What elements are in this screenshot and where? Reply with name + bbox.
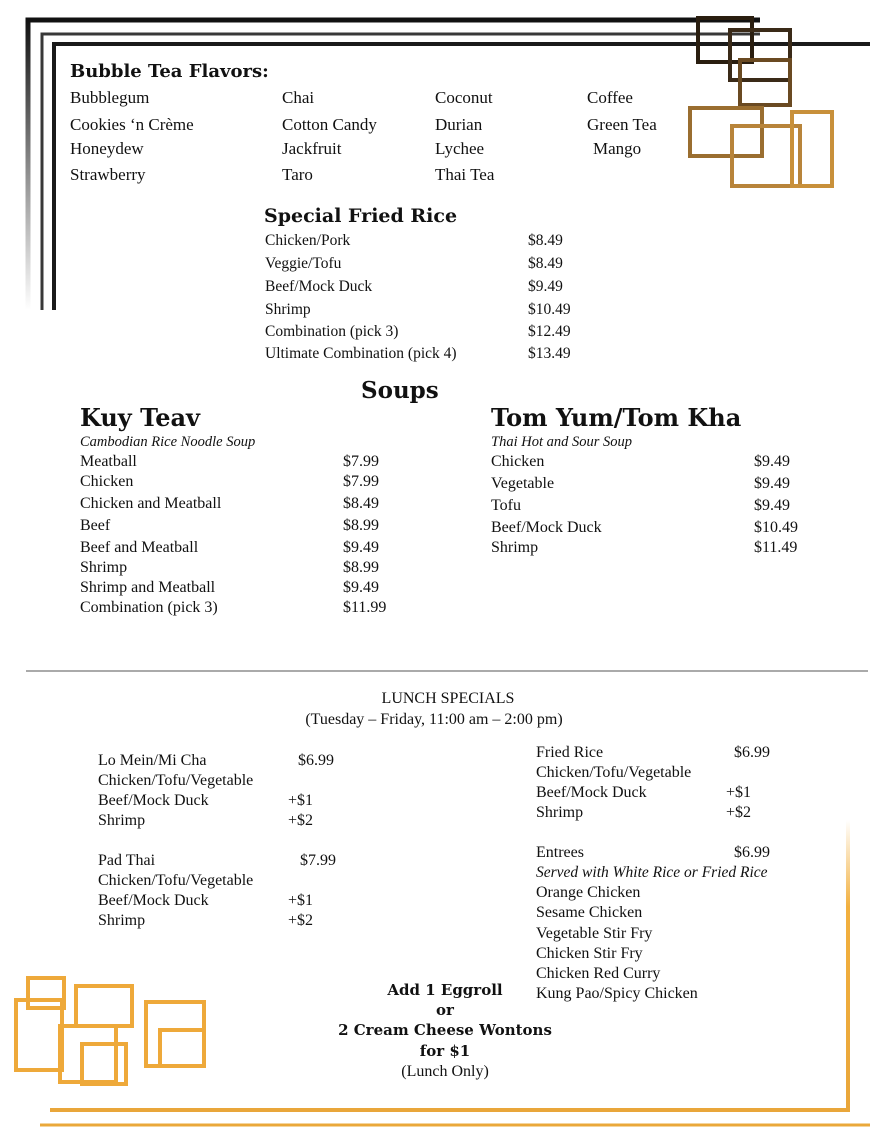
pad-thai-option-price: +$1 [288, 892, 314, 909]
lunch-fried-rice-option-name: Beef/Mock Duck [536, 784, 647, 801]
kuy-teav-item-name: Beef [80, 517, 111, 534]
tom-yum-item-name: Tofu [491, 497, 521, 514]
bubble-tea-title: Bubble Tea Flavors: [70, 61, 269, 82]
flavor-item: Honeydew [70, 139, 144, 158]
lo-mein-name: Lo Mein/Mi Cha [98, 752, 207, 769]
kuy-teav-item-name: Shrimp and Meatball [80, 579, 216, 596]
fried-rice-item-name: Chicken/Pork [265, 232, 351, 249]
addon-line2: or [436, 1001, 454, 1019]
entree-item: Kung Pao/Spicy Chicken [536, 985, 698, 1002]
entree-item: Chicken Red Curry [536, 965, 661, 982]
fried-rice-item-price: $8.49 [528, 232, 563, 249]
flavor-item: Chai [282, 88, 315, 107]
fried-rice-item-name: Ultimate Combination (pick 4) [265, 345, 457, 362]
fried-rice-item-name: Veggie/Tofu [265, 255, 342, 272]
fried-rice-title: Special Fried Rice [264, 205, 458, 227]
fried-rice-item-price: $12.49 [528, 323, 571, 340]
kuy-teav-item-price: $11.99 [343, 599, 387, 616]
entree-item: Vegetable Stir Fry [536, 925, 653, 942]
flavor-item: Taro [282, 165, 313, 184]
lunch-fried-rice-price: $6.99 [734, 744, 770, 761]
lunch-fried-rice-name: Fried Rice [536, 744, 604, 761]
kuy-teav-item-price: $8.99 [343, 559, 379, 576]
entree-item: Sesame Chicken [536, 904, 643, 921]
kuy-teav-item-price: $9.49 [343, 539, 379, 556]
flavor-item: Lychee [435, 139, 485, 158]
kuy-teav-title: Kuy Teav [80, 403, 200, 432]
tom-yum-title: Tom Yum/Tom Kha [491, 403, 742, 432]
lo-mein-option-name: Beef/Mock Duck [98, 792, 209, 809]
kuy-teav-subtitle: Cambodian Rice Noodle Soup [80, 434, 256, 450]
entree-item: Orange Chicken [536, 884, 641, 901]
lunch-hours: (Tuesday – Friday, 11:00 am – 2:00 pm) [305, 711, 563, 728]
kuy-teav-item-name: Beef and Meatball [80, 539, 199, 556]
lo-mein-option-price: +$2 [288, 812, 314, 829]
tom-yum-item-price: $10.49 [754, 519, 798, 536]
flavor-item: Bubblegum [70, 88, 150, 107]
lo-mein-option-name: Shrimp [98, 812, 146, 829]
flavor-item: Strawberry [70, 165, 146, 184]
soups-title: Soups [361, 377, 439, 404]
flavor-item: Mango [593, 139, 642, 158]
lunch-fried-rice-option-name: Shrimp [536, 804, 584, 821]
pad-thai-option-name: Chicken/Tofu/Vegetable [98, 872, 254, 889]
fried-rice-item-price: $10.49 [528, 301, 571, 318]
fried-rice-item-name: Shrimp [265, 301, 311, 318]
addon-line1: Add 1 Eggroll [387, 981, 503, 999]
entrees-name: Entrees [536, 844, 584, 861]
kuy-teav-item-name: Chicken and Meatball [80, 495, 222, 512]
flavor-item: Coconut [435, 88, 493, 107]
lunch-fried-rice-option-name: Chicken/Tofu/Vegetable [536, 764, 692, 781]
kuy-teav-item-price: $7.99 [343, 473, 379, 490]
lunch-fried-rice-option-price: +$2 [726, 804, 752, 821]
tom-yum-item-price: $11.49 [754, 539, 798, 556]
flavor-item: Green Tea [587, 115, 657, 134]
fried-rice-item-price: $13.49 [528, 345, 571, 362]
tom-yum-item-price: $9.49 [754, 453, 790, 470]
kuy-teav-item-name: Meatball [80, 453, 137, 470]
tom-yum-item-price: $9.49 [754, 497, 790, 514]
lunch-fried-rice-option-price: +$1 [726, 784, 752, 801]
entree-item: Chicken Stir Fry [536, 945, 643, 962]
tom-yum-item-name: Chicken [491, 453, 545, 470]
kuy-teav-item-price: $8.99 [343, 517, 379, 534]
flavor-item: Thai Tea [435, 165, 495, 184]
tom-yum-item-name: Vegetable [491, 475, 555, 492]
addon-line3: 2 Cream Cheese Wontons [338, 1021, 552, 1039]
kuy-teav-item-name: Shrimp [80, 559, 128, 576]
kuy-teav-item-price: $7.99 [343, 453, 379, 470]
tom-yum-subtitle: Thai Hot and Sour Soup [491, 434, 632, 450]
fried-rice-item-price: $9.49 [528, 278, 563, 295]
tom-yum-item-price: $9.49 [754, 475, 790, 492]
kuy-teav-item-price: $8.49 [343, 495, 379, 512]
flavor-item: Jackfruit [282, 139, 342, 158]
flavor-item: Cotton Candy [282, 115, 377, 134]
entrees-note: Served with White Rice or Fried Rice [536, 864, 768, 881]
flavor-item: Cookies ‘n Crème [70, 115, 194, 134]
kuy-teav-item-name: Combination (pick 3) [80, 599, 218, 616]
lunch-title: LUNCH SPECIALS [381, 690, 515, 707]
pad-thai-name: Pad Thai [98, 852, 156, 869]
addon-line5: (Lunch Only) [401, 1063, 489, 1080]
flavor-item: Durian [435, 115, 483, 134]
fried-rice-item-name: Combination (pick 3) [265, 323, 399, 340]
tom-yum-item-name: Shrimp [491, 539, 539, 556]
lo-mein-option-price: +$1 [288, 792, 314, 809]
kuy-teav-item-price: $9.49 [343, 579, 379, 596]
pad-thai-price: $7.99 [300, 852, 336, 869]
lo-mein-option-name: Chicken/Tofu/Vegetable [98, 772, 254, 789]
fried-rice-item-price: $8.49 [528, 255, 563, 272]
fried-rice-item-name: Beef/Mock Duck [265, 278, 373, 295]
addon-line4: for $1 [419, 1042, 471, 1060]
tom-yum-item-name: Beef/Mock Duck [491, 519, 602, 536]
pad-thai-option-price: +$2 [288, 912, 314, 929]
entrees-price: $6.99 [734, 844, 770, 861]
pad-thai-option-name: Beef/Mock Duck [98, 892, 209, 909]
pad-thai-option-name: Shrimp [98, 912, 146, 929]
flavor-item: Coffee [587, 88, 633, 107]
lo-mein-price: $6.99 [298, 752, 334, 769]
kuy-teav-item-name: Chicken [80, 473, 134, 490]
